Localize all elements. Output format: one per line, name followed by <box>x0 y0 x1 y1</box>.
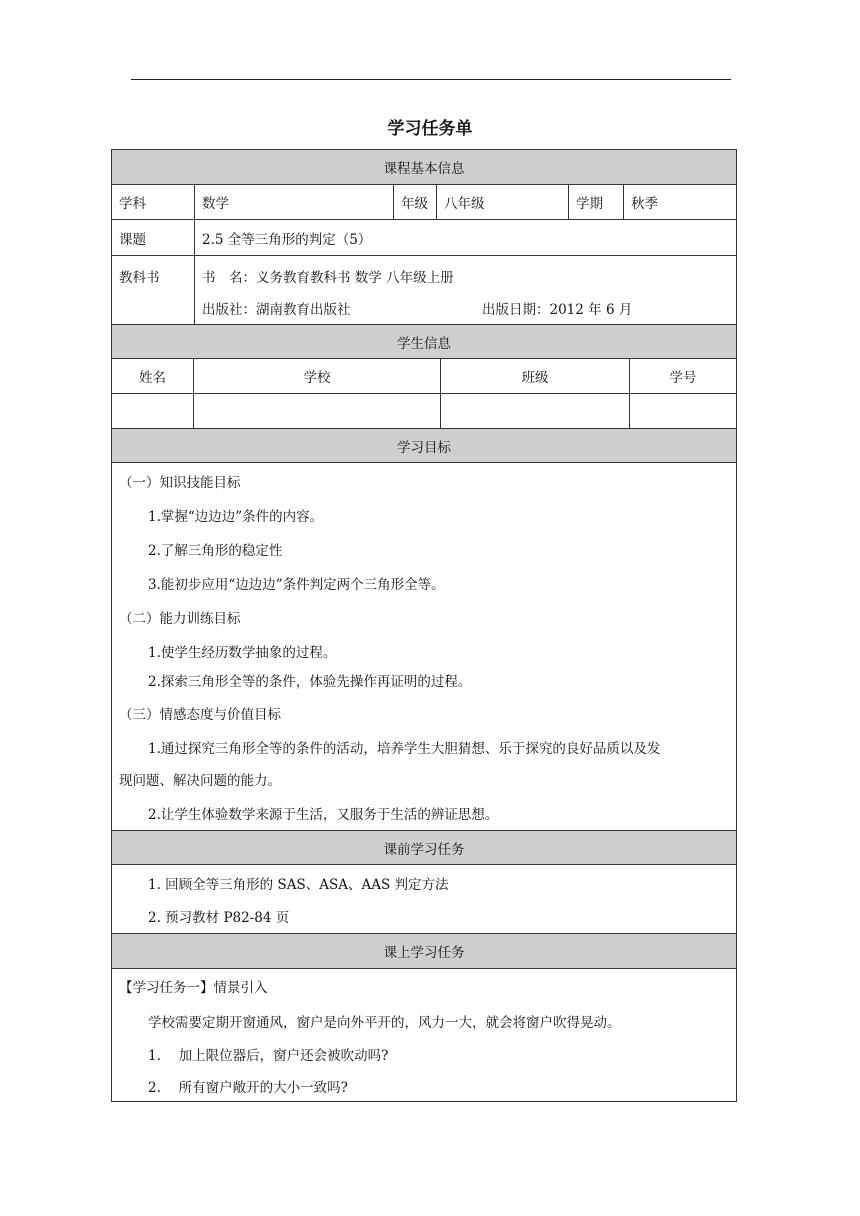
column-student-id: 学号 <box>669 370 697 386</box>
column-class: 班级 <box>441 359 630 393</box>
student-id-entry-cell[interactable] <box>630 394 736 428</box>
section-header-objectives: 学习目标 <box>112 429 736 463</box>
grade-label-cell: 年级 <box>394 185 437 219</box>
objective-item: 1.掌握“边边边”条件的内容。 <box>148 509 324 525</box>
publisher: 出版社：湖南教育出版社 <box>202 302 351 318</box>
subject-label-cell: 学科 <box>112 185 195 219</box>
pre-class-body <box>112 865 736 934</box>
student-entry-row <box>112 394 736 429</box>
term-label-cell: 学期 <box>569 185 624 219</box>
objective-heading: （三）情感态度与价值目标 <box>119 707 281 723</box>
header-rule <box>131 79 731 80</box>
section-header-student-info: 学生信息 <box>112 325 736 359</box>
in-class-body <box>112 969 736 1101</box>
objectives-body <box>112 463 736 831</box>
course-info-row <box>112 185 736 220</box>
school-entry-cell[interactable] <box>194 394 441 428</box>
objective-item: 2.了解三角形的稳定性 <box>148 543 283 559</box>
task-one-heading: 【学习任务一】情景引入 <box>119 980 268 996</box>
column-school: 学校 <box>194 359 441 393</box>
section-header-in-class: 课上学习任务 <box>112 934 736 969</box>
objective-item-continuation: 现问题、解决问题的能力。 <box>119 773 281 789</box>
class-entry-cell[interactable] <box>441 394 630 428</box>
textbook-row <box>112 256 736 325</box>
objective-heading: （二）能力训练目标 <box>119 611 241 627</box>
column-name: 姓名 <box>112 359 194 393</box>
scenario-text: 学校需要定期开窗通风，窗户是向外平开的，风力一大，就会将窗户吹得晃动。 <box>148 1015 621 1031</box>
publication-date: 出版日期：2012 年 6 月 <box>482 302 633 318</box>
textbook-name: 书 名：义务教育教科书 数学 八年级上册 <box>202 270 454 286</box>
objective-item: 2.探索三角形全等的条件，体验先操作再证明的过程。 <box>148 674 472 690</box>
objective-item: 2.让学生体验数学来源于生活，又服务于生活的辨证思想。 <box>148 807 499 823</box>
term-value-cell: 秋季 <box>631 196 658 212</box>
objective-item: 1.通过探究三角形全等的条件的活动，培养学生大胆猜想、乐于探究的良好品质以及发 <box>148 741 661 757</box>
topic-row <box>112 220 736 256</box>
student-columns-row <box>112 359 736 394</box>
section-header-course-info: 课程基本信息 <box>112 150 736 185</box>
section-header-pre-class: 课前学习任务 <box>112 831 736 865</box>
topic-value-cell: 2.5 全等三角形的判定（5） <box>202 231 372 248</box>
textbook-label-cell: 教科书 <box>112 256 195 324</box>
objective-heading: （一）知识技能目标 <box>119 475 241 491</box>
objective-item: 1.使学生经历数学抽象的过程。 <box>148 645 337 661</box>
question-item: 1. 加上限位器后，窗户还会被吹动吗? <box>148 1048 389 1064</box>
task-sheet-table <box>111 149 737 1102</box>
pre-class-task: 1. 回顾全等三角形的 SAS、ASA、AAS 判定方法 <box>148 877 449 893</box>
objective-item: 3.能初步应用“边边边”条件判定两个三角形全等。 <box>148 577 445 593</box>
grade-value-cell: 八年级 <box>437 185 569 219</box>
name-entry-cell[interactable] <box>112 394 194 428</box>
subject-value-cell: 数学 <box>195 185 394 219</box>
topic-label-cell: 课题 <box>112 220 195 255</box>
page-title: 学习任务单 <box>387 119 473 139</box>
textbook-value-cell <box>195 256 736 324</box>
pre-class-task: 2. 预习教材 P82-84 页 <box>148 910 290 926</box>
question-item: 2. 所有窗户敞开的大小一致吗? <box>148 1080 348 1096</box>
